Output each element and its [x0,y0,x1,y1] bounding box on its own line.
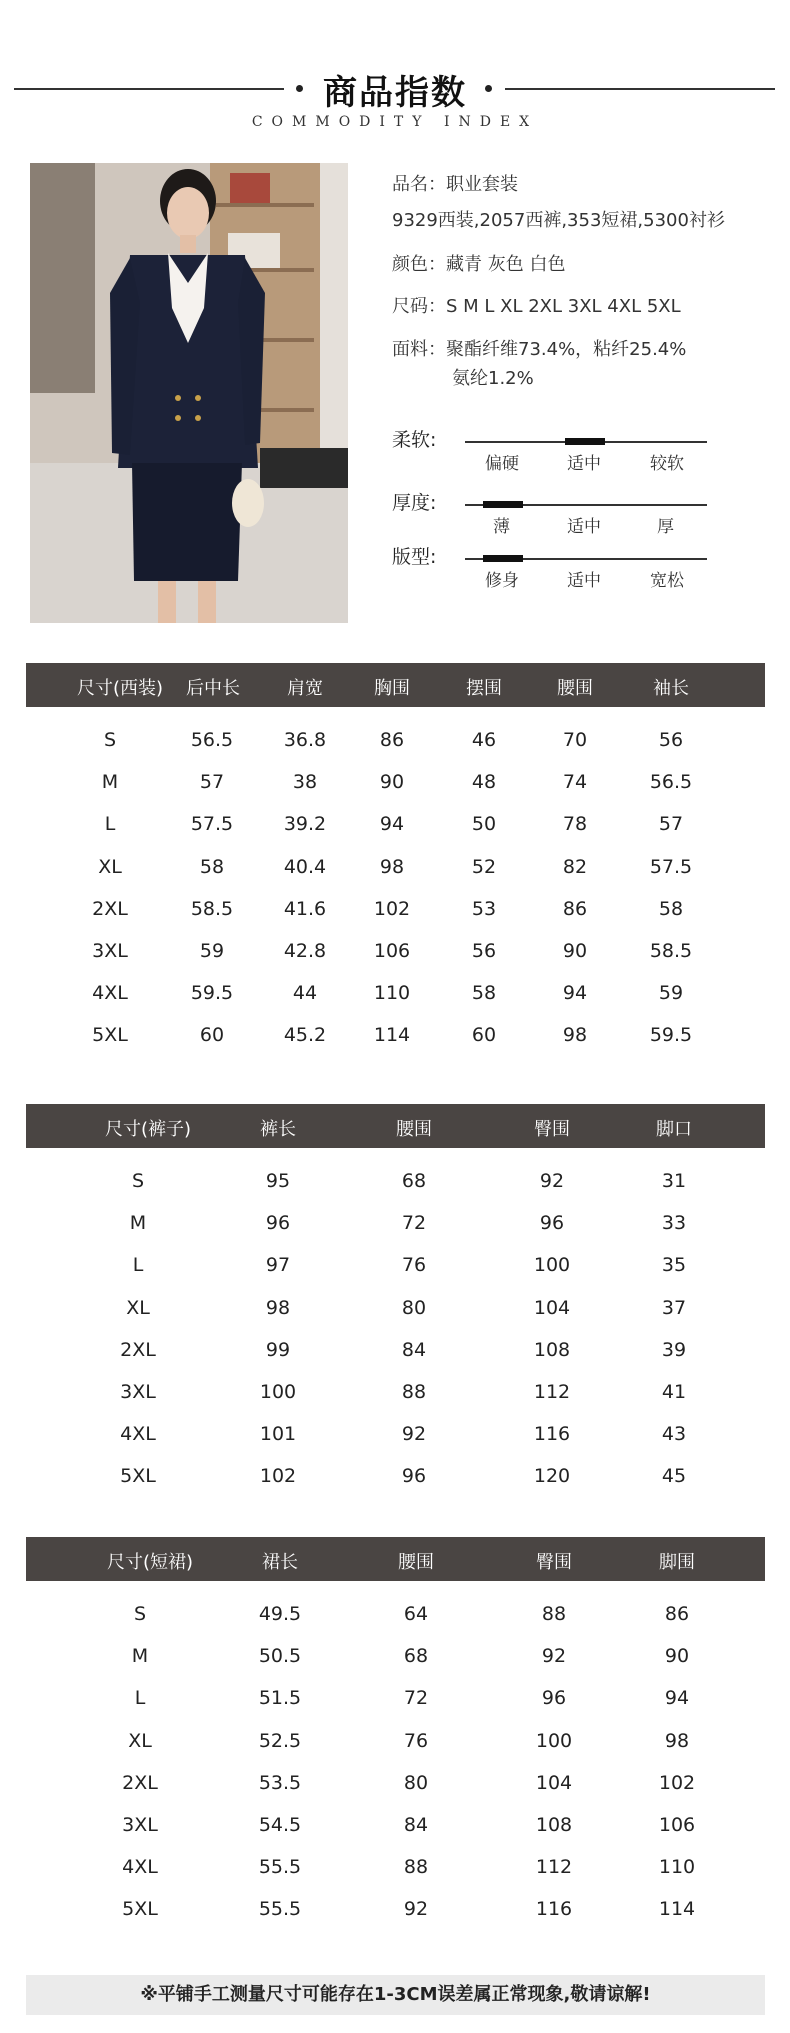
table-cell: 39.2 [283,813,327,836]
table-row [26,848,765,890]
table-cell: 114 [658,1898,696,1921]
table-cell: 44 [292,982,318,1005]
table-cell: 86 [664,1603,690,1625]
table-cell: 41.6 [283,897,327,920]
table-row [26,1722,765,1764]
table-cell: 60 [199,1024,225,1047]
table-cell: 92 [539,1170,565,1192]
table-cell: 112 [533,1381,571,1403]
section-header [0,55,790,135]
table-row [26,1848,765,1890]
scale-label-thickness: 厚度: [392,492,437,514]
table-cell: 88 [541,1603,567,1625]
table-row [26,890,765,932]
table-cell: 52 [471,855,497,878]
table-cell: 82 [562,855,588,878]
table-cell: 50.5 [258,1645,302,1668]
table-cell: XL [128,1729,152,1752]
header-cell: 胸围 [374,678,410,699]
table-cell: 60 [471,1024,497,1047]
pants-table-header [26,1104,765,1148]
table-cell: 102 [259,1465,297,1488]
table-cell: 110 [373,982,411,1005]
table-cell: 58.5 [190,897,234,920]
table-cell: 38 [292,771,318,794]
scale-option: 适中 [567,571,601,591]
table-cell: 95 [265,1170,291,1192]
spec-color: 颜色：藏青 灰色 白色 [392,254,566,275]
table-cell: 2XL [92,897,128,920]
scale-fit [465,552,707,592]
table-cell: 42.8 [283,940,327,962]
table-cell: 4XL [120,1423,156,1446]
table-cell: 116 [535,1898,573,1921]
table-cell: 112 [535,1856,573,1879]
spec-fabric: 面料：聚酯纤维73.4%，粘纤25.4% [392,339,687,360]
table-cell: 98 [265,1296,291,1319]
table-cell: 48 [471,771,497,794]
table-row [26,763,765,805]
table-cell: 43 [661,1423,687,1446]
table-cell: 80 [401,1296,427,1319]
table-row [26,1637,765,1679]
table-cell: 45.2 [283,1024,327,1047]
table-cell: M [129,1212,147,1235]
table-cell: 70 [562,729,588,751]
page-title: 商品指数 [323,73,467,113]
table-cell: 5XL [92,1024,128,1047]
table-cell: 58 [199,855,225,878]
table-cell: 3XL [120,1381,156,1403]
scale-option: 宽松 [650,571,684,591]
table-cell: S [133,1603,147,1625]
scale-marker [483,501,523,508]
table-row [26,1679,765,1721]
table-cell: 76 [401,1254,427,1277]
skirt-table-header [26,1537,765,1581]
table-cell: 52.5 [258,1729,302,1752]
table-cell: 80 [403,1771,429,1794]
header-cell: 脚口 [656,1119,692,1140]
header-cell: 臀围 [534,1119,570,1140]
table-cell: 100 [533,1254,571,1277]
table-cell: 92 [403,1898,429,1921]
table-cell: 5XL [122,1898,158,1921]
header-cell: 裤长 [260,1119,296,1140]
table-cell: 58.5 [649,940,693,962]
table-cell: L [134,1687,146,1710]
scale-option: 偏硬 [485,454,519,474]
table-cell: 4XL [122,1856,158,1879]
table-cell: 98 [664,1729,690,1752]
table-cell: 56 [658,729,684,751]
table-cell: 57 [658,813,684,836]
table-cell: 68 [401,1170,427,1192]
header-dot-right [485,85,492,92]
table-cell: 49.5 [258,1603,302,1625]
table-cell: 84 [403,1814,429,1836]
table-cell: 51.5 [258,1687,302,1710]
table-cell: 53 [471,897,497,920]
table-cell: 100 [259,1381,297,1403]
table-cell: 57.5 [649,855,693,878]
scale-option: 薄 [493,517,510,537]
table-cell: 59.5 [649,1024,693,1047]
scale-marker [483,555,523,562]
table-cell: 102 [658,1771,696,1794]
table-row [26,974,765,1016]
spec-fabric-cont: 氨纶1.2% [452,368,534,389]
table-row [26,1595,765,1637]
model-illustration [30,163,348,623]
table-cell: 57.5 [190,813,234,836]
table-cell: 96 [539,1212,565,1235]
table-cell: 45 [661,1465,687,1488]
table-cell: 94 [664,1687,690,1710]
scale-label-softness: 柔软: [392,429,437,451]
table-cell: 106 [658,1814,696,1836]
table-cell: 58 [658,897,684,920]
table-cell: 106 [373,940,411,962]
table-cell: 33 [661,1212,687,1235]
table-cell: 92 [541,1645,567,1668]
header-cell: 臀围 [536,1552,572,1573]
table-cell: 101 [259,1423,297,1446]
table-cell: 36.8 [283,729,327,751]
header-cell: 尺寸(西装) [76,678,164,699]
table-cell: 59 [658,982,684,1005]
table-cell: XL [126,1296,150,1319]
table-cell: 120 [533,1465,571,1488]
table-cell: S [103,729,117,751]
header-cell: 后中长 [186,678,240,699]
header-line-right [505,88,775,90]
table-cell: 35 [661,1254,687,1277]
table-cell: 59 [199,940,225,962]
table-cell: 4XL [92,982,128,1005]
header-cell: 裙长 [262,1552,298,1573]
table-cell: 99 [265,1338,291,1361]
header-cell: 腰围 [557,678,593,699]
table-cell: 100 [535,1729,573,1752]
table-cell: 90 [664,1645,690,1668]
table-cell: 54.5 [258,1814,302,1836]
table-cell: 5XL [120,1465,156,1488]
table-cell: 40.4 [283,855,327,878]
table-cell: 37 [661,1296,687,1319]
table-cell: 56 [471,940,497,962]
table-cell: 84 [401,1338,427,1361]
table-cell: 108 [533,1338,571,1361]
table-row [26,1806,765,1848]
table-row [26,1204,765,1246]
page-subtitle: COMMODITY INDEX [251,114,539,130]
scale-option: 修身 [485,571,519,591]
scale-option: 适中 [567,517,601,537]
table-cell: 76 [403,1729,429,1752]
table-row [26,1162,765,1204]
table-cell: XL [98,855,122,878]
table-cell: 88 [401,1381,427,1403]
table-cell: 50 [471,813,497,836]
scale-softness [465,435,707,475]
table-cell: 64 [403,1603,429,1625]
header-cell: 脚围 [659,1552,695,1573]
table-row [26,1764,765,1806]
table-cell: 96 [541,1687,567,1710]
table-cell: 90 [562,940,588,962]
table-cell: 56.5 [649,771,693,794]
measurement-note: ※平铺手工测量尺寸可能存在1-3CM误差属正常现象,敬请谅解! [26,1975,765,2015]
table-row [26,1246,765,1288]
table-cell: 96 [401,1465,427,1488]
table-cell: 102 [373,897,411,920]
table-cell: 72 [403,1687,429,1710]
spec-name: 品名：职业套装 [392,174,518,195]
header-cell: 肩宽 [287,678,323,699]
scale-label-fit: 版型: [392,546,437,568]
table-row [26,1289,765,1331]
table-cell: 104 [533,1296,571,1319]
table-cell: 94 [379,813,405,836]
table-cell: 53.5 [258,1771,302,1794]
spec-size: 尺码：S M L XL 2XL 3XL 4XL 5XL [392,296,681,317]
header-cell: 尺寸(裤子) [104,1119,192,1140]
table-cell: 39 [661,1338,687,1361]
table-cell: 2XL [122,1771,158,1794]
table-row [26,1890,765,1932]
table-row [26,1415,765,1457]
table-cell: 72 [401,1212,427,1235]
table-cell: 55.5 [258,1898,302,1921]
table-cell: 78 [562,813,588,836]
table-cell: 55.5 [258,1856,302,1879]
header-cell: 腰围 [396,1119,432,1140]
table-cell: 94 [562,982,588,1005]
table-cell: 86 [379,729,405,751]
table-cell: 74 [562,771,588,794]
table-cell: 88 [403,1856,429,1879]
scale-option: 适中 [567,454,601,474]
table-cell: 59.5 [190,982,234,1005]
table-cell: 98 [562,1024,588,1047]
header-cell: 腰围 [398,1552,434,1573]
scale-marker [565,438,605,445]
table-cell: 92 [401,1423,427,1446]
table-cell: 86 [562,897,588,920]
table-cell: 90 [379,771,405,794]
table-row [26,932,765,974]
table-cell: 41 [661,1381,687,1403]
table-cell: 110 [658,1856,696,1879]
table-cell: 3XL [92,940,128,962]
table-cell: L [132,1254,144,1277]
suit-table-header [26,663,765,707]
table-cell: 68 [403,1645,429,1668]
table-cell: 108 [535,1814,573,1836]
table-cell: 98 [379,855,405,878]
table-cell: 57 [199,771,225,794]
product-photo [30,163,348,623]
table-cell: 2XL [120,1338,156,1361]
table-cell: 31 [661,1170,687,1192]
table-cell: 96 [265,1212,291,1235]
table-cell: M [131,1645,149,1668]
table-cell: 3XL [122,1814,158,1836]
table-row [26,721,765,763]
header-cell: 袖长 [653,678,689,699]
table-cell: M [101,771,119,794]
table-row [26,1457,765,1499]
table-cell: 46 [471,729,497,751]
scale-thickness [465,498,707,538]
table-cell: 104 [535,1771,573,1794]
spec-codes: 9329西装,2057西裤,353短裙,5300衬衫 [392,210,725,231]
scale-option: 厚 [657,517,674,537]
table-cell: 114 [373,1024,411,1047]
table-row [26,1016,765,1058]
header-cell: 摆围 [466,678,502,699]
header-cell: 尺寸(短裙) [106,1552,194,1573]
table-row [26,805,765,847]
table-cell: L [104,813,116,836]
table-cell: 97 [265,1254,291,1277]
table-cell: 56.5 [190,729,234,751]
table-cell: S [131,1170,145,1192]
table-cell: 116 [533,1423,571,1446]
scale-option: 较软 [650,454,684,474]
table-cell: 58 [471,982,497,1005]
table-row [26,1331,765,1373]
table-row [26,1373,765,1415]
